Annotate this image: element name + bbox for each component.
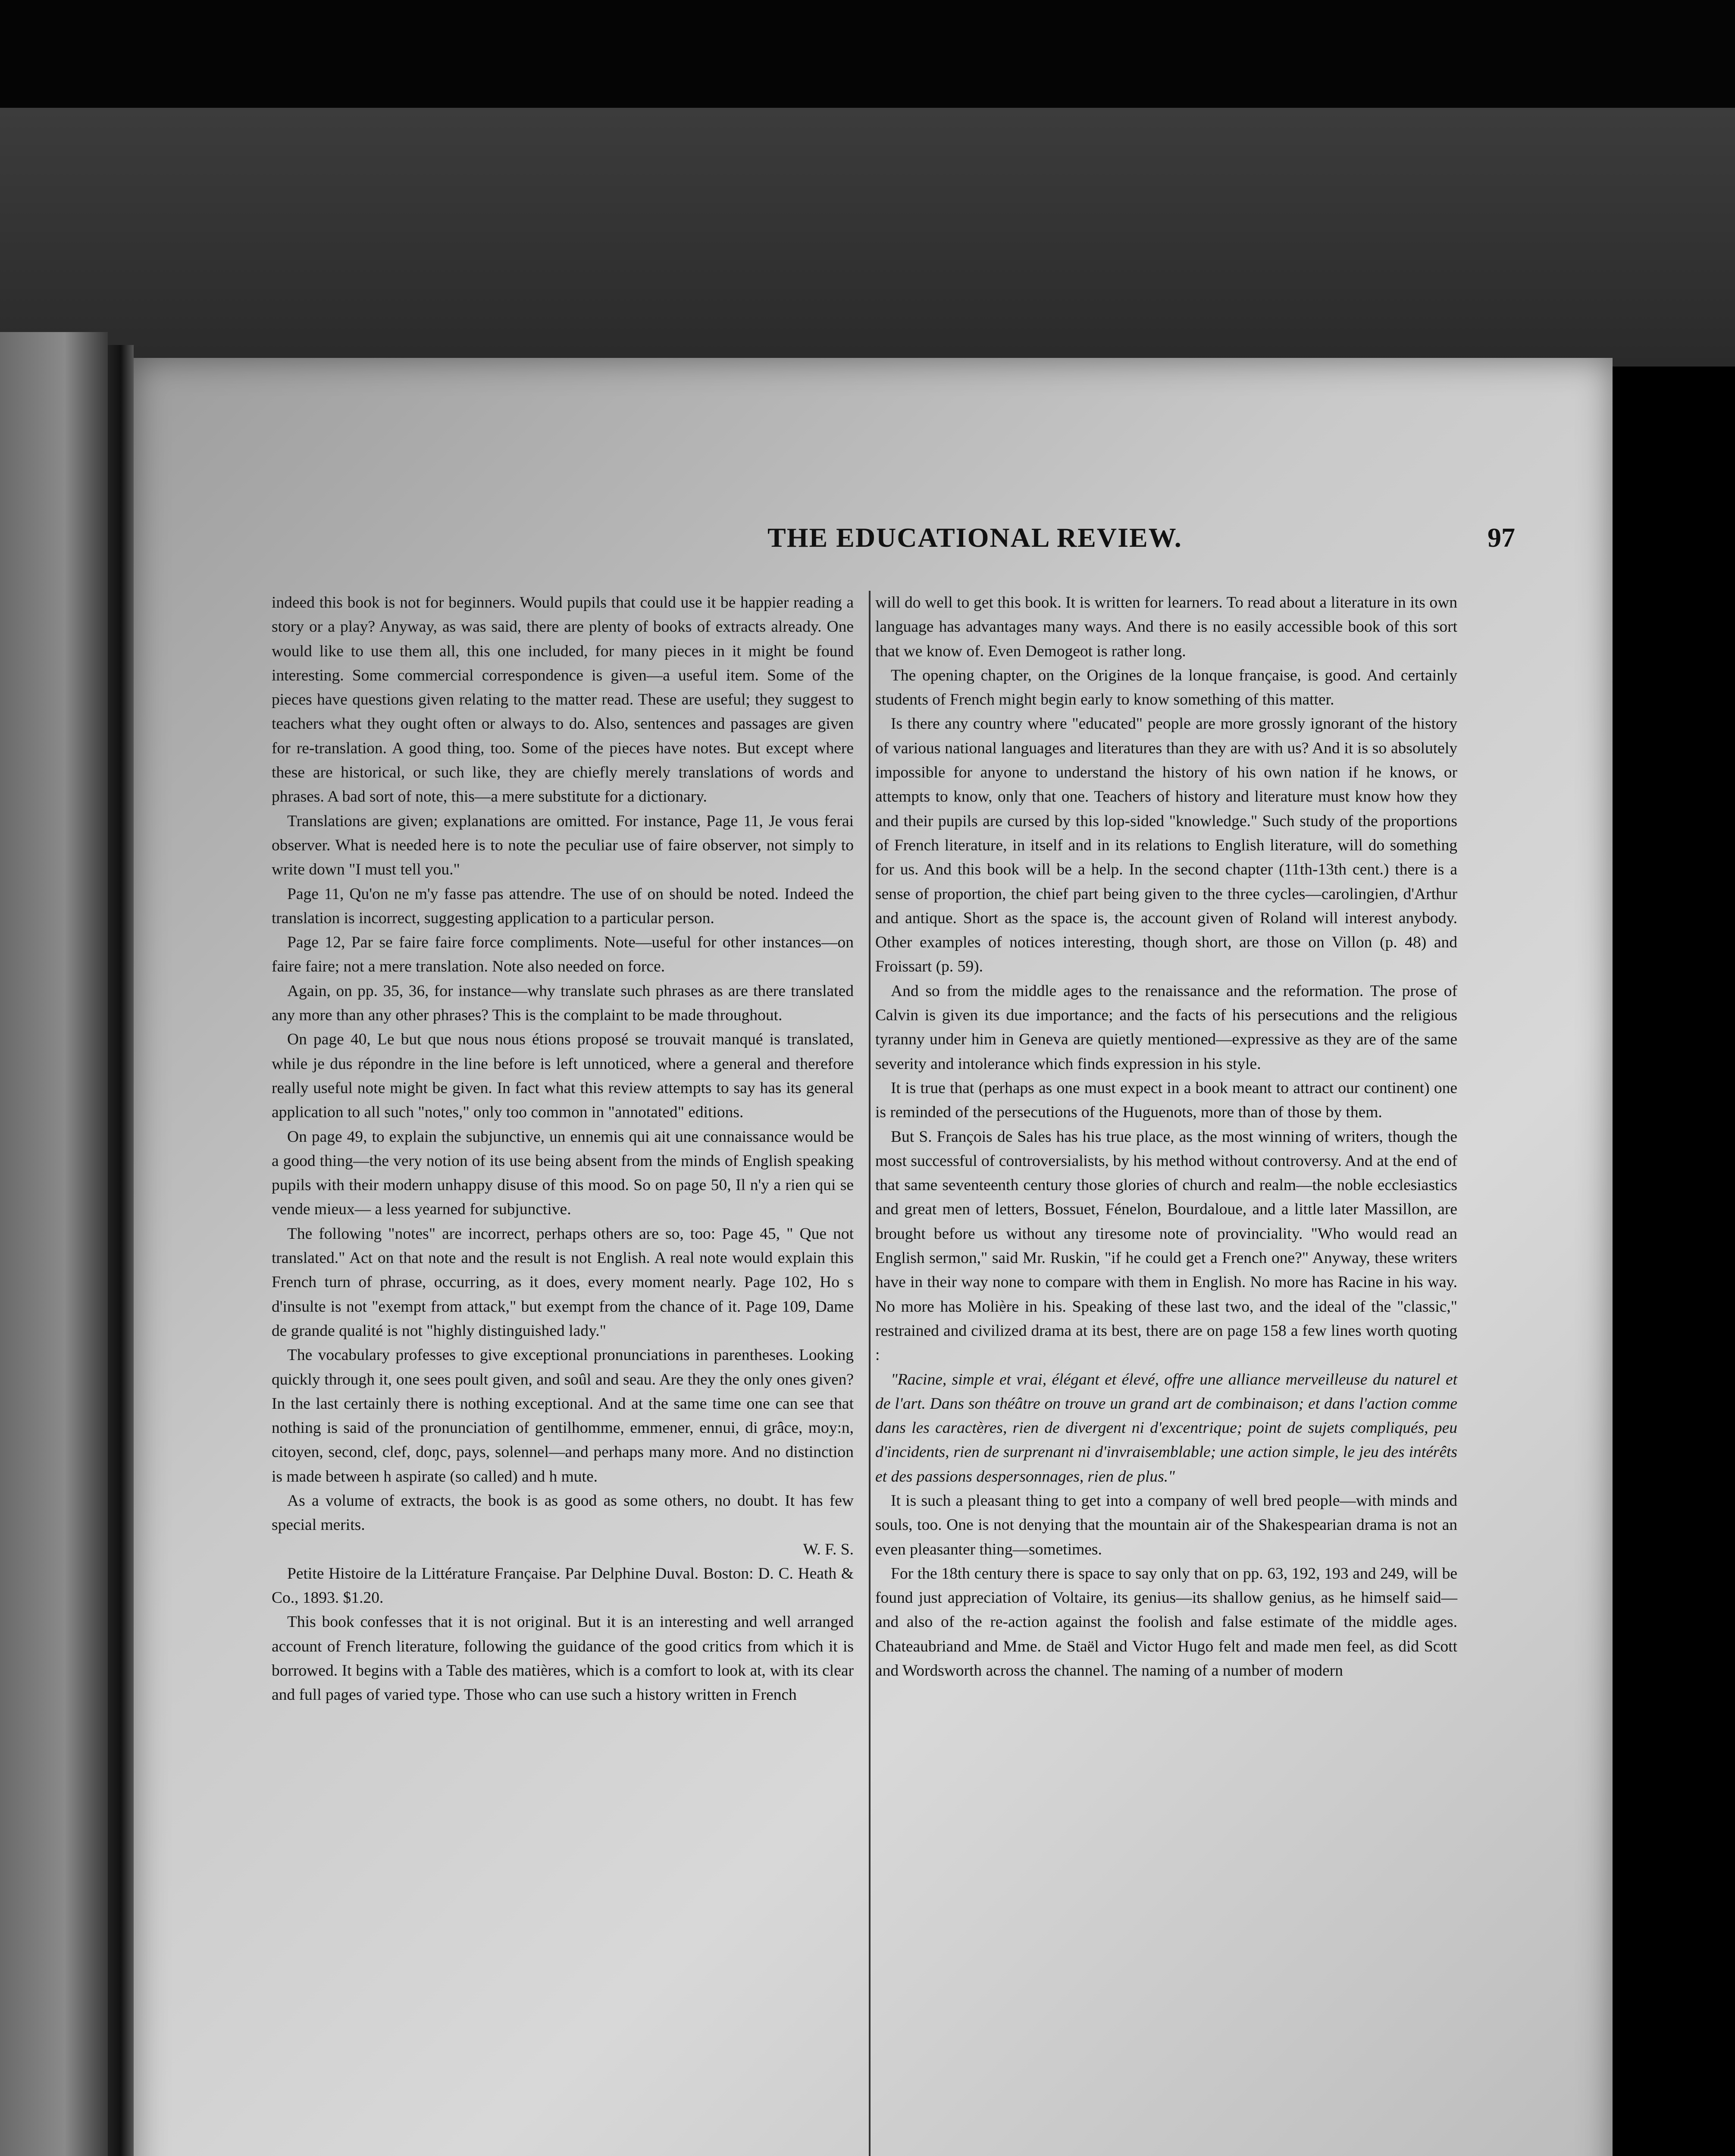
paragraph: Page 11, Qu'on ne m'y fasse pas attendre. The use of on should be noted. Indeed the translation is incorrect, suggesting application to a particular person. — [272, 885, 854, 927]
paragraph: On page 49, to explain the subjunctive, un ennemis qui ait une connaissance would be a good thing—the very notion of its use being absent from the minds of English speaking pupils with their modern unhappy disuse of this mood. So on page 50, Il n'y a rien qui se vende mieux— a less yearned for subjunctive. — [272, 1128, 854, 1219]
page-number: 97 — [1488, 522, 1515, 553]
paragraph: The vocabulary professes to give exceptional pronunciations in parentheses. Looking quickly through it, one sees poult given, and soûl and seau. Are they the only ones given? In the last certainly there is nothing exceptional. And at the same time one can see that nothing is said of the pronunciation of gentilhomme, emmener, ennui, di grâce, moy:n, citoyen, second, clef, doŋc, pays, solennel—and perhaps many more. And no distinction is made between h aspirate (so called) and h mute. — [272, 1346, 854, 1485]
scan-background — [0, 108, 1735, 367]
journal-title: THE EDUCATIONAL REVIEW. — [767, 522, 1182, 553]
paragraph: indeed this book is not for beginners. Would pupils that could use it be happier reading a story or a play? Anyway, as was said, there are plenty of books of extracts already. One would like to use them all, this one included, for many pieces in it might be found interesting. Some commercial correspondence is given—a useful item. Some of the pieces have questions given relating to the matter read. These are useful; they suggest to teachers what they ought often or always to do. Also, sentences and passages are given for re-translation. A good thing, too. Some of the pieces have notes. But except where these are historical, or such like, they are chiefly merely translations of words and phrases. A bad sort of note, this—a mere substitute for a dictionary. — [272, 594, 854, 806]
paragraph: As a volume of extracts, the book is as good as some others, no doubt. It has few special merits. — [272, 1492, 854, 1534]
running-header — [220, 522, 1513, 561]
paragraph: Is there any country where "educated" people are more grossly ignorant of the history of various national languages and literatures than they are with us? And it is so absolutely impossible for anyone to understand the history of his own nation if he knows, or attempts to know, only that one. Teachers of history and literature must know how they and their pupils are cursed by this lop-sided "knowledge." Such study of the proportions of French literature, in itself and in its relations to English literature, will do something for us. And this book will be a help. In the second chapter (11th-13th cent.) there is a sense of proportion, the chief part being given to the three cycles—carolingien, d'Arthur and antique. Short as the space is, the account given of Roland will interest anybody. Other examples of notices interesting, though short, are those on Villon (p. 48) and Froissart (p. 59). — [875, 715, 1457, 976]
paragraph: This book confesses that it is not original. But it is an interesting and well arranged account of French literature, following the guidance of the good critics from which it is borrowed. It begins with a Table des matières, which is a comfort to look at, with its clear and full pages of varied type. Those who can use such a history written in French — [272, 1613, 854, 1704]
facing-page-edge — [0, 332, 108, 2156]
paragraph: For the 18th century there is space to say only that on pp. 63, 192, 193 and 249, will be found just appreciation of Voltaire, its genius—its shallow genius, as he himself said—and also of the re-action against the foolish and false estimate of the middle ages. Chateaubriand and Mme. de Staël and Victor Hugo felt and made men feel, as did Scott and Wordsworth across the channel. The naming of a number of modern — [875, 1564, 1457, 1680]
paragraph: On page 40, Le but que nous nous étions proposé se trouvait manqué is translated, while je dus répondre in the line before is left unnoticed, where a general and therefore really useful note might be given. In fact what this review attempts to say has its general application to all such "notes," only too common in "annotated" editions. — [272, 1031, 854, 1122]
paragraph: It is such a pleasant thing to get into a company of well bred people—with minds and souls, too. One is not denying that the mountain air of the Shakespearian drama is not an even pleasanter thing—sometimes. — [875, 1492, 1457, 1558]
paragraph: The following "notes" are incorrect, perhaps others are so, too: Page 45, " Que not translated." Act on that note and the result is not English. A real note would explain this French turn of phrase, occurring, as it does, every moment nearly. Page 102, Ho s d'insulte is not "exempt from attack," but exempt from the chance of it. Page 109, Dame de grande qualité is not "highly distinguished lady." — [272, 1225, 854, 1340]
paragraph: will do well to get this book. It is written for learners. To read about a literature in its own language has advantages many ways. And there is no easily accessible book of this sort that we know of. Even Demogeot is rather long. — [875, 594, 1457, 660]
paragraph: Again, on pp. 35, 36, for instance—why translate such phrases as are there translated any more than any other phrases? This is the complaint to be made throughout. — [272, 982, 854, 1025]
right-column — [875, 591, 1457, 1683]
left-column — [272, 591, 854, 1708]
scan-top-border — [0, 0, 1735, 108]
paragraph: Translations are given; explanations are omitted. For instance, Page 11, Je vous ferai observer. What is needed here is to note the peculiar use of faire observer, not simply to write down "I must tell you." — [272, 812, 854, 879]
review-signature: W. F. S. — [803, 1540, 854, 1558]
book-citation: Petite Histoire de la Littérature Française. Par Delphine Duval. Boston: D. C. Heath & Co., 1893. $1.20. — [272, 1564, 854, 1607]
paragraph: But S. François de Sales has his true place, as the most winning of writers, though the most successful of controversialists, by his method without controversy. And at the end of that same seventeenth century those glories of church and realm—the noble ecclesiastics and great men of letters, Bossuet, Fénelon, Bourdaloue, and a little later Massillon, are brought before us without any tiresome note of provinciality. "Who would read an English sermon," said Mr. Ruskin, "if he could get a French one?" Anyway, these writers have in their way none to compare with them in English. No more has Racine in his way. No more has Molière in his. Speaking of these last two, and the ideal of the "classic," restrained and civilized drama at its best, there are on page 158 a few lines worth quoting : — [875, 1128, 1457, 1364]
column-divider — [869, 591, 871, 2156]
paragraph: It is true that (perhaps as one must expect in a book meant to attract our continent) one is reminded of the persecutions of the Huguenots, more than of those by them. — [875, 1079, 1457, 1122]
book-page — [134, 358, 1613, 2156]
french-quotation: "Racine, simple et vrai, élégant et élevé, offre une alliance merveilleuse du naturel et de l'art. Dans son théâtre on trouve un grand art de combinaison; et dans l'action comme dans les caractères, rien de divergent ni d'excentrique; point de sujets compliqués, peu d'incidents, rien de surprenant ni d'invraisemblable; une action simple, le jeu des intérêts et des passions despersonnages, rien de plus." — [875, 1370, 1457, 1485]
paragraph: Page 12, Par se faire faire force compliments. Note—useful for other instances—on faire faire; not a mere translation. Note also needed on force. — [272, 934, 854, 976]
book-gutter — [108, 345, 134, 2156]
paragraph: And so from the middle ages to the renaissance and the reformation. The prose of Calvin is given its due importance; and the facts of his persecutions and the religious tyranny under him in Geneva are quietly mentioned—expressive as they are of the same severity and intolerance which finds expression in his style. — [875, 982, 1457, 1073]
paragraph: The opening chapter, on the Origines de la lonque française, is good. And certainly students of French might begin early to know something of this matter. — [875, 666, 1457, 709]
